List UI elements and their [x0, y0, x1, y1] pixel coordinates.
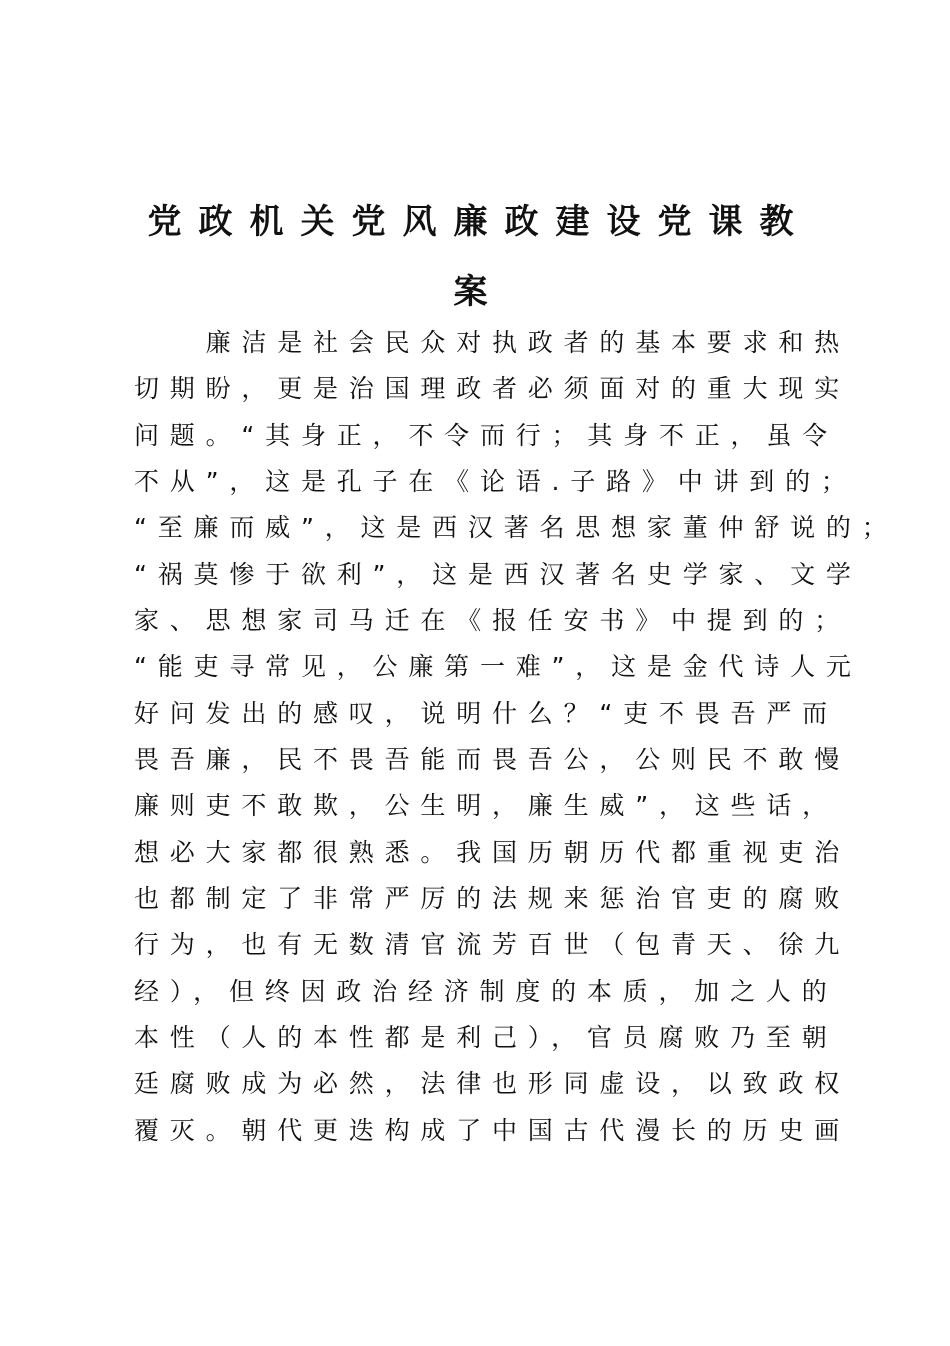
body-text-line: 不从”，这是孔子在《论语.子路》中讲到的； [134, 467, 857, 496]
body-text-line: 问题。“其身正，不令而行；其身不正，虽令 [134, 421, 838, 450]
body-text-line: 畏吾廉，民不畏吾能而畏吾公，公则民不敢慢 [134, 745, 851, 774]
body-text-line: 廉洁是社会民众对执政者的基本要求和热 [134, 328, 851, 357]
body-text-line: 家、思想家司马迁在《报任安书》中提到的； [134, 606, 851, 635]
body-text-line: 想必大家都很熟悉。我国历朝历代都重视吏治 [134, 838, 851, 867]
body-text-line: 本性（人的本性都是利己），官员腐败乃至朝 [134, 1023, 838, 1052]
document-title-line-1: 党政机关党风廉政建设党课教 [147, 202, 811, 242]
body-text-line: “至廉而威”，这是西汉著名思想家董仲舒说的； [134, 513, 898, 542]
body-text-line: “祸莫惨于欲利”，这是西汉著名史学家、文学 [134, 560, 862, 589]
body-text-line: 廷腐败成为必然，法律也形同虚设，以致政权 [134, 1069, 851, 1098]
body-text-line: 好问发出的感叹，说明什么？“吏不畏吾严而 [134, 699, 838, 728]
body-text-line: 也都制定了非常严厉的法规来惩治官吏的腐败 [134, 884, 851, 913]
body-text-line: 切期盼，更是治国理政者必须面对的重大现实 [134, 374, 851, 403]
body-text-line: 行为，也有无数清官流芳百世（包青天、徐九 [134, 930, 851, 959]
document-title-line-2: 案 [453, 272, 505, 312]
body-text-line: 覆灭。朝代更迭构成了中国古代漫长的历史画 [134, 1116, 851, 1145]
body-text-line: 经），但终因政治经济制度的本质，加之人的 [134, 977, 838, 1006]
body-text-line: 廉则吏不敢欺，公生明，廉生威”，这些话， [134, 791, 838, 820]
body-text-line: “能吏寻常见，公廉第一难”，这是金代诗人元 [134, 652, 862, 681]
